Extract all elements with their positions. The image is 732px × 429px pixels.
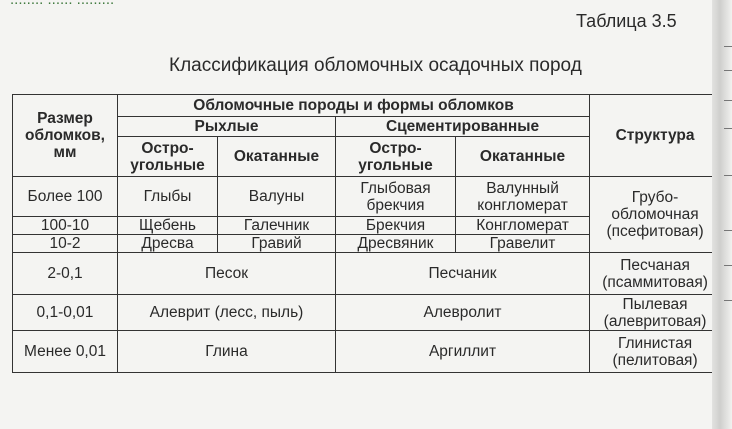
cell-cemented-angular: Дресвяник — [336, 235, 456, 253]
adjacent-page-edge — [712, 0, 732, 429]
header-cemented: Сцементированные — [336, 117, 590, 137]
cell-size: Более 100 — [13, 177, 118, 217]
edge-mark — [724, 128, 732, 129]
table-row — [13, 253, 721, 295]
table-number: Таблица 3.5 — [576, 11, 677, 31]
cell-size: 0,1-0,01 — [13, 295, 118, 331]
cell-cemented: Алевролит — [336, 295, 590, 331]
cell-size: 100-10 — [13, 217, 118, 235]
cell-structure: Песчаная (псаммитовая) — [590, 253, 721, 295]
cell-cemented-angular: Глыбовая брекчия — [336, 177, 456, 217]
cell-loose-rounded: Валуны — [218, 177, 336, 217]
cell-size: 2-0,1 — [13, 253, 118, 295]
header-loose-rounded: Окатанные — [218, 137, 336, 177]
cell-loose-rounded: Галечник — [218, 217, 336, 235]
cell-structure: Пылевая (алевритовая) — [590, 295, 721, 331]
edge-mark — [724, 46, 732, 47]
cell-cemented: Песчаник — [336, 253, 590, 295]
cell-loose-rounded: Гравий — [218, 235, 336, 253]
header-structure: Структура — [590, 95, 721, 177]
cell-loose-angular: Глыбы — [118, 177, 218, 217]
header-size: Размер обломков, мм — [13, 95, 118, 177]
table-row — [13, 295, 721, 331]
header-rock-group: Обломочные породы и формы обломков — [118, 95, 590, 117]
edge-mark — [724, 70, 732, 71]
cell-loose-angular: Щебень — [118, 217, 218, 235]
edge-mark — [724, 230, 732, 231]
header-cemented-angular: Остро-угольные — [336, 137, 456, 177]
header-cemented-rounded: Окатанные — [456, 137, 590, 177]
cell-cemented-rounded: Валунный конгломерат — [456, 177, 590, 217]
cell-cemented: Аргиллит — [336, 331, 590, 373]
edge-mark — [724, 300, 732, 301]
cell-size: 10-2 — [13, 235, 118, 253]
table-title: Классификация обломочных осадочных пород — [169, 55, 582, 76]
edge-mark — [724, 265, 732, 266]
classification-table — [12, 94, 721, 373]
cell-cemented-rounded: Конгломерат — [456, 217, 590, 235]
cell-cemented-angular: Брекчия — [336, 217, 456, 235]
header-loose-angular: Остро-угольные — [118, 137, 218, 177]
cell-cemented-rounded: Гравелит — [456, 235, 590, 253]
cell-size: Менее 0,01 — [13, 331, 118, 373]
table-row — [13, 177, 721, 217]
cut-off-text-line — [10, 0, 114, 8]
table-row — [13, 331, 721, 373]
cell-structure: Глинистая (пелитовая) — [590, 331, 721, 373]
cell-loose: Глина — [118, 331, 336, 373]
edge-mark — [724, 100, 732, 101]
edge-mark — [724, 175, 732, 176]
header-loose: Рыхлые — [118, 117, 336, 137]
cell-loose: Песок — [118, 253, 336, 295]
header-row-1 — [13, 95, 721, 117]
cell-loose-angular: Дресва — [118, 235, 218, 253]
cell-loose: Алеврит (лесс, пыль) — [118, 295, 336, 331]
cell-structure-coarse: Грубо-обломочная (псефитовая) — [590, 177, 721, 253]
